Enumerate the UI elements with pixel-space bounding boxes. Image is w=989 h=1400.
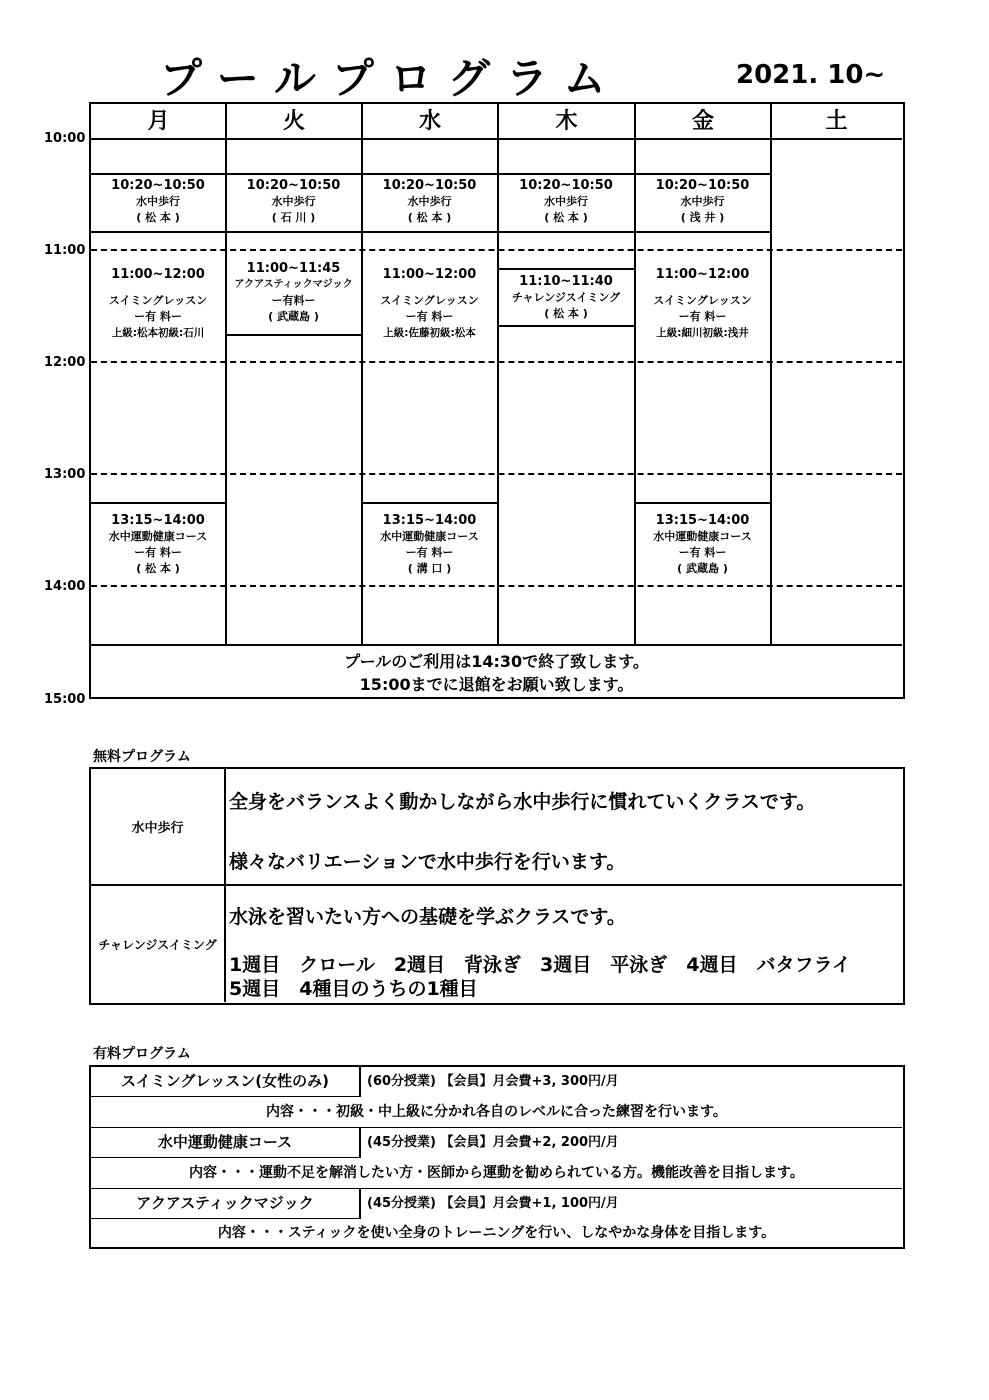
- time-label-11: 11:00: [44, 243, 86, 258]
- slot-teacher: ( 松 本 ): [407, 211, 452, 224]
- slot-border: [498, 325, 635, 327]
- slot-border: [226, 334, 362, 336]
- slot-border: [91, 231, 770, 233]
- column-divider: [497, 104, 499, 644]
- slot-fri-health: [637, 512, 768, 580]
- slot-teacher: 上級:佐藤初級:松本: [383, 327, 476, 339]
- slot-teacher: ( 浅 井 ): [680, 211, 725, 224]
- slot-border: [362, 502, 498, 504]
- column-divider: [634, 104, 636, 644]
- slot-teacher: ( 武蔵島 ): [268, 310, 319, 323]
- slot-wed-health: [364, 512, 495, 580]
- slot-teacher: ( 松 本 ): [136, 211, 180, 224]
- free-program-name: 水中歩行: [91, 769, 226, 884]
- slot-time: 13:15~14:00: [382, 513, 477, 528]
- time-label-15: 15:00: [44, 692, 86, 707]
- slot-time: 11:00~12:00: [655, 267, 750, 282]
- paid-programs-table: [89, 1065, 905, 1249]
- free-program-desc: 様々なバリエーションで水中歩行を行います。: [229, 851, 626, 873]
- slot-program: 水中歩行: [544, 195, 588, 208]
- day-header-sat: 土: [825, 109, 848, 134]
- free-program-desc: 水泳を習いたい方への基礎を学ぶクラスです。: [229, 906, 626, 928]
- paid-programs-title: 有料プログラム: [93, 1046, 191, 1062]
- slot-time: 10:20~10:50: [519, 178, 613, 193]
- slot-program: アクアスティックマジック: [234, 279, 353, 290]
- slot-mon-walk: [93, 177, 223, 230]
- slot-fee: ー有 料ー: [134, 546, 182, 559]
- free-programs-title: 無料プログラム: [93, 749, 191, 765]
- column-divider: [770, 104, 772, 644]
- slot-program: 水中歩行: [407, 195, 452, 208]
- slot-program: 水中運動健康コース: [653, 530, 752, 543]
- slot-program: スイミングレッスン: [380, 294, 479, 307]
- slot-mon-health: [93, 512, 223, 580]
- hour-line-13: [91, 473, 902, 475]
- slot-program: 水中運動健康コース: [108, 530, 208, 543]
- slot-fee: ー有 料ー: [405, 310, 454, 323]
- slot-border: [635, 502, 771, 504]
- slot-teacher: 上級:細川初級:浅井: [656, 327, 749, 339]
- slot-program: チャレンジスイミング: [511, 291, 621, 304]
- paid-program-price: (60分授業) 【会員】月会費+3, 300円/月: [367, 1074, 619, 1089]
- schedule-grid: [89, 102, 905, 699]
- slot-program: 水中運動健康コース: [380, 530, 479, 543]
- day-header-thu: 木: [555, 109, 578, 134]
- paid-program-desc: 内容・・・スティックを使い全身のトレーニングを行い、しなやかな身体を目指します。: [217, 1225, 776, 1241]
- slot-tue-aqua: [228, 260, 359, 332]
- hour-line-11: [91, 249, 902, 251]
- slot-fee: ー有 料ー: [678, 310, 727, 323]
- slot-fri-walk: [637, 177, 768, 230]
- slot-teacher: ( 石 川 ): [271, 211, 316, 224]
- slot-fri-swim: [637, 266, 768, 346]
- slot-fee: ー有 料ー: [134, 310, 182, 323]
- free-programs-table: [89, 767, 905, 1005]
- slot-border: [91, 502, 226, 504]
- slot-time: 10:20~10:50: [111, 178, 205, 193]
- slot-border: [498, 268, 635, 270]
- slot-thu-walk: [500, 177, 632, 230]
- page-title: プールプログラム: [160, 54, 622, 103]
- slot-teacher: ( 松 本 ): [544, 307, 588, 320]
- slot-tue-walk: [228, 177, 359, 230]
- day-header-wed: 水: [418, 109, 441, 134]
- slot-time: 13:15~14:00: [655, 513, 750, 528]
- slot-time: 11:00~12:00: [111, 267, 205, 282]
- slot-thu-challenge: [500, 273, 632, 323]
- paid-program-price: (45分授業) 【会員】月会費+2, 200円/月: [367, 1135, 619, 1150]
- slot-program: スイミングレッスン: [108, 294, 208, 307]
- slot-wed-walk: [364, 177, 495, 230]
- paid-program-desc: 内容・・・初級・中上級に分かれ各自のレベルに合った練習を行います。: [266, 1104, 727, 1120]
- paid-program-name: アクアスティックマジック: [91, 1189, 361, 1219]
- free-program-walk: [91, 769, 902, 886]
- free-program-challenge: [91, 886, 902, 1002]
- slot-time: 10:20~10:50: [246, 178, 341, 193]
- slot-border: [91, 173, 770, 175]
- slot-program: 水中歩行: [271, 195, 316, 208]
- free-program-desc: 全身をバランスよく動かしながら水中歩行に慣れていくクラスです。: [229, 791, 816, 813]
- slot-teacher: ( 溝 口 ): [407, 562, 452, 575]
- paid-program-name: 水中運動健康コース: [91, 1128, 361, 1158]
- slot-fee: ー有 料ー: [405, 546, 454, 559]
- slot-program: 水中歩行: [136, 195, 180, 208]
- slot-teacher: ( 松 本 ): [136, 562, 180, 575]
- slot-time: 10:20~10:50: [382, 178, 477, 193]
- schedule-date: 2021. 10~: [736, 60, 886, 90]
- hour-line-14: [91, 585, 902, 587]
- time-label-10: 10:00: [44, 131, 86, 146]
- paid-program-price: (45分授業) 【会員】月会費+1, 100円/月: [367, 1196, 619, 1211]
- slot-time: 11:00~12:00: [382, 267, 477, 282]
- slot-time: 10:20~10:50: [655, 178, 750, 193]
- free-program-desc: 1週目 クロール 2週目 背泳ぎ 3週目 平泳ぎ 4週目 バタフライ: [229, 954, 851, 976]
- time-label-14: 14:00: [44, 579, 86, 594]
- column-divider: [361, 104, 363, 644]
- day-header-mon: 月: [147, 109, 170, 134]
- slot-time: 11:00~11:45: [246, 261, 341, 276]
- hour-line-12: [91, 361, 902, 363]
- paid-program-name: スイミングレッスン(女性のみ): [91, 1067, 361, 1097]
- slot-teacher: 上級:松本初級:石川: [111, 327, 205, 339]
- notice-line-1: プールのご利用は14:30で終了致します。: [344, 652, 649, 671]
- slot-time: 13:15~14:00: [111, 513, 205, 528]
- day-header-fri: 金: [691, 109, 714, 134]
- slot-teacher: ( 武蔵島 ): [677, 562, 728, 575]
- slot-time: 11:10~11:40: [519, 274, 613, 289]
- slot-fee: ー有 料ー: [678, 546, 727, 559]
- slot-teacher: ( 松 本 ): [544, 211, 588, 224]
- slot-program: 水中歩行: [680, 195, 725, 208]
- closing-notice: [91, 644, 902, 696]
- slot-mon-swim: [93, 266, 223, 346]
- paid-program-desc: 内容・・・運動不足を解消したい方・医師から運動を勧められている方。機能改善を目指します。: [189, 1165, 804, 1181]
- free-program-name: チャレンジスイミング: [91, 886, 226, 1002]
- slot-fee: ー有料ー: [271, 294, 316, 307]
- slot-wed-swim: [364, 266, 495, 346]
- day-header-tue: 火: [282, 109, 305, 134]
- time-label-12: 12:00: [44, 355, 86, 370]
- slot-program: スイミングレッスン: [653, 294, 752, 307]
- notice-line-2: 15:00までに退館をお願い致します。: [359, 675, 634, 694]
- time-label-13: 13:00: [44, 467, 86, 482]
- column-divider: [225, 104, 227, 644]
- free-program-desc: 5週目 4種目のうちの1種目: [229, 978, 478, 1000]
